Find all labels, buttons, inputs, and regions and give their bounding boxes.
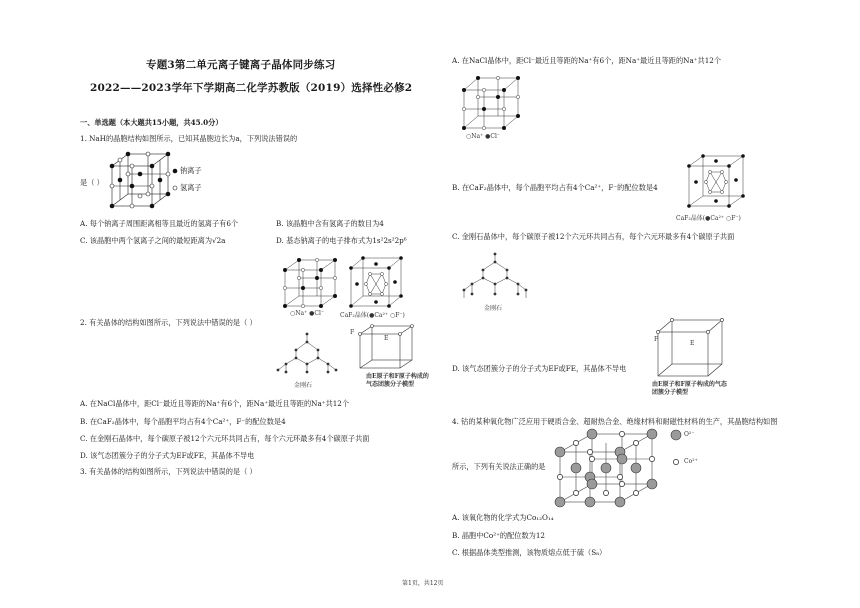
page-subtitle: 2022——2023学年下学期高二化学苏教版（2019）选择性必修2 (90, 82, 413, 94)
q2-option-c: C. 在金刚石晶体中，每个碳原子被12个六元环共同占有，每个六元环最多有4个碳原子共面 (80, 434, 370, 443)
r-nacl-caption: ○Na⁺ ●Cl⁻ (466, 133, 501, 140)
q1-option-d: D. 基态钠离子的电子排布式为1s²2s²2p⁶ (276, 236, 407, 245)
q2-stem: 2. 有关晶体的结构如图所示，下列说法中错误的是（ ） (80, 318, 257, 327)
q4-option-b: B. 晶胞中Co²⁺的配位数为12 (452, 531, 545, 540)
q4-coo-figure (552, 430, 668, 506)
q4-label-o: O²⁻ (684, 431, 695, 438)
r-diamond-figure (460, 252, 530, 300)
r-cluster-caption: 由E原子和F原子构成的气态团簇分子模型 (652, 381, 727, 396)
r-cluster-figure (652, 318, 728, 378)
r-label-f: F (654, 336, 659, 343)
q3-stem: 3. 有关晶体的结构如图所示，下列说法中错误的是（ ） (80, 467, 257, 476)
legend-h-label: 氢离子 (180, 183, 202, 192)
r-nacl-figure (462, 76, 520, 130)
section-heading: 一、单选题（本大题共15小题，共45.0分） (80, 118, 223, 127)
r-option-a: A. 在NaCl晶体中，距Cl⁻最近且等距的Na⁺有6个，距Na⁺最近且等距的Na⁺共12个 (452, 56, 722, 65)
page-footer: 第1页，共12页 (402, 580, 444, 587)
q4-label-co: Co²⁺ (684, 458, 698, 465)
q4-stem: 4. 钴的某种氧化物广泛应用于硬质合金、超耐热合金、绝缘材料和耐磁性材料的生产，其晶胞结构如图 (452, 417, 778, 426)
q2-nacl-caption: ○Na⁺ ●Cl⁻ (290, 310, 325, 317)
page-title: 专题3第二单元离子键离子晶体同步练习 (146, 59, 336, 71)
legend-na-dot (172, 168, 178, 174)
legend-na-label: 钠离子 (180, 166, 202, 175)
q4-option-c: C. 根据晶体类型推测，该物质熔点低于硫（S₈） (452, 548, 607, 557)
r-diamond-caption: 金刚石 (484, 305, 503, 312)
r-option-c: C. 金刚石晶体中，每个碳原子被12个六元环共同占有，每个六元环最多有4个碳原子共面 (452, 232, 735, 241)
q1-tail: 是（ ） (80, 178, 104, 187)
q1-option-b: B. 该晶胞中含有氢离子的数目为4 (276, 219, 384, 228)
q1-stem: 1. NaH的晶胞结构如图所示，已知其晶胞边长为a，下列说法错误的 (80, 134, 298, 143)
q2-nacl-figure (283, 258, 337, 308)
q2-diamond-figure (274, 332, 340, 378)
q2-option-b: B. 在CaF₂晶体中，每个晶胞平均占有4个Ca²⁺，F⁻的配位数是4 (80, 417, 286, 426)
q2-label-e: E (384, 335, 389, 342)
q2-label-f: F (350, 329, 355, 336)
q4-option-a: A. 该氧化物的化学式为Co₁₂O₁₄ (452, 513, 554, 522)
q2-option-d: D. 该气态团簇分子的分子式为EF或FE，其晶体不导电 (80, 451, 255, 460)
q2-caf2-caption: CaF₂晶体(●Ca²⁺ ○F⁻) (340, 312, 405, 319)
q2-option-a: A. 在NaCl晶体中，距Cl⁻最近且等距的Na⁺有6个，距Na⁺最近且等距的Na⁺共12个 (80, 399, 350, 408)
r-caf2-caption: CaF₂晶体(●Ca²⁺ ○F⁻) (676, 215, 741, 222)
nah-crystal-figure (108, 152, 178, 210)
q1-option-a: A. 每个钠离子周围距离相等且最近的氢离子有6个 (80, 219, 239, 228)
q4-co-legend-dot (672, 458, 680, 466)
q2-cluster-caption: 由E原子和F原子构成的气态团簇分子模型 (366, 373, 429, 388)
r-label-e: E (690, 340, 695, 347)
q2-diamond-caption: 金刚石 (294, 382, 313, 389)
q1-option-c: C. 该晶胞中两个氢离子之间的最短距离为√2a (80, 236, 226, 245)
r-caf2-figure (686, 154, 746, 208)
q2-cluster-figure (356, 324, 416, 370)
legend-h-dot (172, 185, 178, 191)
q2-caf2-figure (348, 256, 404, 308)
q4-stem-2: 所示，下列有关说法正确的是 (452, 462, 546, 471)
r-option-b: B. 在CaF₂晶体中，每个晶胞平均占有4个Ca²⁺，F⁻的配位数是4 (452, 183, 658, 192)
q4-o-legend-dot (670, 429, 682, 441)
r-option-d: D. 该气态团簇分子的分子式为EF或FE，其晶体不导电 (452, 364, 627, 373)
